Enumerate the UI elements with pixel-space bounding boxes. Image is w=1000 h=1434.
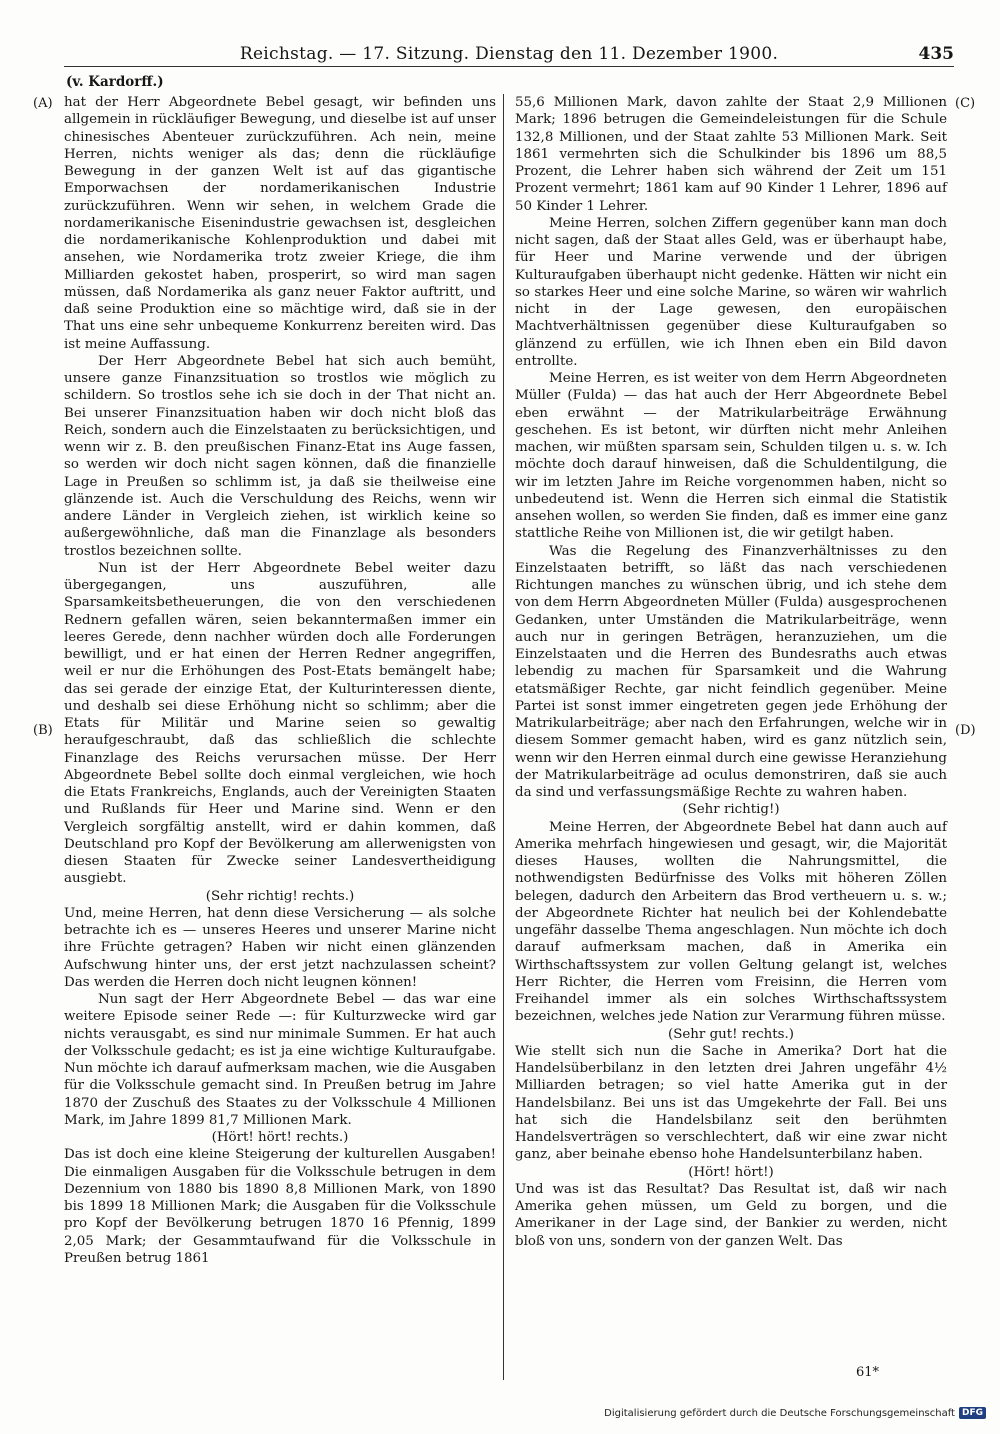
paragraph: Wie stellt sich nun die Sache in Amerika? Dort hat die Handelsüberbilanz in den letzten drei Jahren ungefähr 4½ Milliarden betragen; so viel hatte Amerika gut in der Handelsbilanz. Bei uns ist das Umgekehrte der Fall. Bei uns hat sich die Handelsbilanz seit den berühmten Handelsverträgen so verschlechtert, daß wir eine zwar nicht ganz, aber beinahe ebenso hohe Handelsunterbilanz haben. <box>515 1043 947 1163</box>
right-text-column <box>515 94 947 1250</box>
speaker-name: (v. Kardorff.) <box>66 74 164 90</box>
interjection: (Sehr richtig! rechts.) <box>205 888 355 904</box>
paragraph: Nun sagt der Herr Abgeordnete Bebel — das war eine weitere Episode seiner Rede —: für Kulturzwecke wird gar nichts verausgabt, es sind nur minimale Summen. Er hat auch der Volksschule gedacht; es ist ja eine wichtige Kulturaufgabe. Nun möchte ich darauf aufmerksam machen, wie die Ausgaben für die Volksschule gemacht sind. In Preußen betrug im Jahre 1870 der Zuschuß des Staates zu der Volksschule 4 Millionen Mark, im Jahre 1899 81,7 Millionen Mark. <box>64 992 496 1128</box>
dfg-logo: DFG <box>959 1407 986 1419</box>
credit-text: Digitalisierung gefördert durch die Deutsche Forschungsgemeinschaft <box>604 1407 955 1419</box>
signature-mark: 61* <box>856 1365 880 1380</box>
paragraph: Das ist doch eine kleine Steigerung der kulturellen Ausgaben! Die einmaligen Ausgaben für die Volksschule betrugen in dem Dezennium von 1880 bis 1890 8,8 Millionen Mark, von 1890 bis 1899 18 Millionen Mark; die Ausgaben für die Volksschule pro Kopf der Bevölkerung betrugen 1870 16 Pfennig, 1899 2,05 Mark; der Gesammtaufwand für die Volksschule in Preußen betrug 1861 <box>64 1147 496 1266</box>
interjection: (Sehr gut! rechts.) <box>667 1026 794 1042</box>
interjection: (Sehr richtig!) <box>682 802 780 818</box>
paragraph: Meine Herren, es ist weiter von dem Herrn Abgeordneten Müller (Fulda) — das hat auch der Herr Abgeordnete Bebel eben erwähnt — der Matrikularbeiträge Erwähnung geschehen. Es ist betont, wir dürften nicht mehr Anleihen machen, wir müßten sparsam sein, Schulden tilgen u. s. w. Ich möchte doch darauf hinweisen, daß die Schuldentilgung, die wir im letzten Jahre im Reiche vorgenommen haben, nicht so unbedeutend ist. Wenn die Herren sich einmal die Statistik ansehen wollen, so werden Sie finden, daß es immer eine ganz stattliche Reihe von Millionen ist, die wir getilgt haben. <box>515 371 947 542</box>
paragraph: Meine Herren, solchen Ziffern gegenüber kann man doch nicht sagen, daß der Staat alles Geld, was er überhaupt habe, für Heer und Marine verwende und der übrigen Kulturaufgaben überhaupt nicht gedenke. Hätten wir nicht ein so starkes Heer und eine solche Marine, so wären wir wahrlich nicht in der Lage gewesen, den europäischen Machtverhältnissen gegenüber diese Kulturaufgaben so glänzend zu erfüllen, wie ich Ihnen eben ein Bild davon entrollte. <box>515 215 947 369</box>
column-divider <box>503 94 504 1380</box>
interjection: (Hört! hört!) <box>688 1164 774 1180</box>
paragraph: Der Herr Abgeordnete Bebel hat sich auch bemüht, unsere ganze Finanzsituation so trostlos wie möglich zu schildern. So trostlos sehe ich sie doch in der That nicht an. Bei unserer Finanzsituation haben wir doch nicht bloß das Reich, sondern auch die Einzelstaaten zu berücksichtigen, und wenn wir z. B. den preußischen Finanz-Etat ins Auge fassen, so werden wir doch nicht sagen können, daß die finanzielle Lage in Preußen so schlimm ist, ja daß sie theilweise eine glänzende ist. Auch die Verschuldung des Reichs, wenn wir andere Länder in Vergleich ziehen, ist wirklich keine so außergewöhnliche, daß man die Finanzlage als besonders trostlos bezeichnen sollte. <box>64 353 496 559</box>
margin-marker-d: (D) <box>955 723 976 738</box>
paragraph: Und, meine Herren, hat denn diese Versicherung — als solche betrachte ich es — unseres Heeres und unserer Marine nicht ihre Früchte getragen? Haben wir nicht einen glänzenden Aufschwung hinter uns, der erst jetzt nachzulassen scheint? Das werden die Herren doch nicht leugnen können! <box>64 905 496 990</box>
paragraph: Nun ist der Herr Abgeordnete Bebel weiter dazu übergegangen, uns auszuführen, alle Sparsamkeitsbetheuerungen, die von den verschiedenen Rednern gefallen wären, seien bekanntermaßen immer ein leeres Gerede, denn nachher würden doch alle Forderungen bewilligt, und er hat einen der Herren Redner angegriffen, weil er nur die Erhöhungen des Post-Etats bemängelt habe; das sei gerade der einzige Etat, der Kulturinteressen diente, und deshalb sei diese Erhöhung nicht so schlimm; aber die Etats für Militär und Marine seien so gewaltig heraufgeschraubt, daß das schließlich die schlechte Finanzlage des Reichs verursachen müsse. Der Herr Abgeordnete Bebel sollte doch einmal vergleichen, wie hoch die Etats Frankreichs, Englands, auch der Vereinigten Staaten und Rußlands für Heer und Marine sind. Wenn er den Vergleich sorgfältig anstellt, wird er dahin kommen, daß Deutschland pro Kopf der Bevölkerung am allerwenigsten von diesen Staaten für Zwecke seiner Landesvertheidigung ausgiebt. <box>64 560 496 887</box>
margin-marker-a: (A) <box>33 96 53 111</box>
running-title: Reichstag. — 17. Sitzung. Dienstag den 11. Dezember 1900. <box>239 44 779 64</box>
margin-marker-c: (C) <box>955 96 976 111</box>
paragraph: hat der Herr Abgeordnete Bebel gesagt, wir befinden uns allgemein in rückläufiger Bewegung, und dieselbe ist auf unser chinesisches Abenteuer zurückzuführen. Ach nein, meine Herren, nichts weniger als das; denn die rückläufige Bewegung in der ganzen Welt ist auf das gigantische Emporwachsen der nordamerikanischen Industrie zurückzuführen. Wenn wir sehen, in welchem Grade die nordamerikanische Eisenindustrie gewachsen ist, desgleichen die nordamerikanische Kohlenproduktion und dabei mit ansehen, wie Nordamerika trotz zweier Kriege, die ihm Milliarden gekostet haben, prosperirt, so wird man sagen müssen, daß Nordamerika als ganz neuer Faktor auftritt, und daß seine Produktion eine so mächtige wird, daß sie in der That uns eine sehr unbequeme Konkurrenz bereiten wird. Das ist meine Auffassung. <box>64 95 496 352</box>
digitization-credit <box>604 1407 986 1419</box>
paragraph: Und was ist das Resultat? Das Resultat ist, daß wir nach Amerika gehen müssen, um Geld zu borgen, und die Amerikaner in der Lage sind, der Bankier zu werden, nicht bloß von uns, sondern von der ganzen Welt. Das <box>515 1181 947 1249</box>
interjection: (Hört! hört! rechts.) <box>211 1130 349 1145</box>
paragraph: Meine Herren, der Abgeordnete Bebel hat dann auch auf Amerika mehrfach hingewiesen und gesagt, wir, die Majorität dieses Hauses, wollten die Nahrungsmittel, die nothwendigsten Bedürfnisse des Volks mit höheren Zöllen belegen, dadurch den Arbeitern das Brod vertheuern u. s. w.; der Abgeordnete Richter hat neulich bei der Kohlendebatte ungefähr dasselbe Thema angeschlagen. Nun möchte ich doch darauf aufmerksam machen, daß in Amerika ein Wirthschaftssystem zur vollen Geltung gelangt ist, welches Herr Richter, die Herren vom Freisinn, die Herren vom Freihandel immer als ein solches Wirthschaftssystem bezeichnen, welches jede Nation zur Verarmung führen müsse. <box>515 819 947 1025</box>
margin-marker-b: (B) <box>33 723 53 738</box>
paragraph: 55,6 Millionen Mark, davon zahlte der Staat 2,9 Millionen Mark; 1896 betrugen die Gemeindeleistungen für die Schule 132,8 Millionen, und der Staat zahlte 53 Millionen Mark. Seit 1861 vermehrten sich die Schulkinder bis 1896 um 88,5 Prozent, die Lehrer haben sich während der Zeit um 151 Prozent vermehrt; 1861 kam auf 90 Kinder 1 Lehrer, 1896 auf 50 Kinder 1 Lehrer. <box>515 95 947 214</box>
left-text-column <box>64 94 496 1267</box>
page-number: 435 <box>918 44 954 64</box>
page-header <box>64 44 954 67</box>
paragraph: Was die Regelung des Finanzverhältnisses zu den Einzelstaaten betrifft, so läßt das nach verschiedenen Richtungen manches zu wünschen übrig, und ich stehe dem von dem Herrn Abgeordneten Müller (Fulda) ausgesprochenen Gedanken, unter Umständen die Matrikularbeiträge, wenn auch nur in geringen Beträgen, heranzuziehen, um die Einzelstaaten und die Herren des Bundesraths auch etwas lebendig zu machen für Sparsamkeit und die Wahrung etatsmäßiger Rechte, gar nicht feindlich gegenüber. Meine Partei ist sonst immer eingetreten gegen jede Erhöhung der Matrikularbeiträge; aber nach den Erfahrungen, welche wir in diesem Sommer gemacht haben, wird es ganz nützlich sein, wenn wir den Herren einmal durch eine gewisse Heranziehung der Matrikularbeiträge ad oculus demonstriren, daß sie auch da sind und verfassungsmäßige Rechte zu wahren haben. <box>515 543 947 800</box>
